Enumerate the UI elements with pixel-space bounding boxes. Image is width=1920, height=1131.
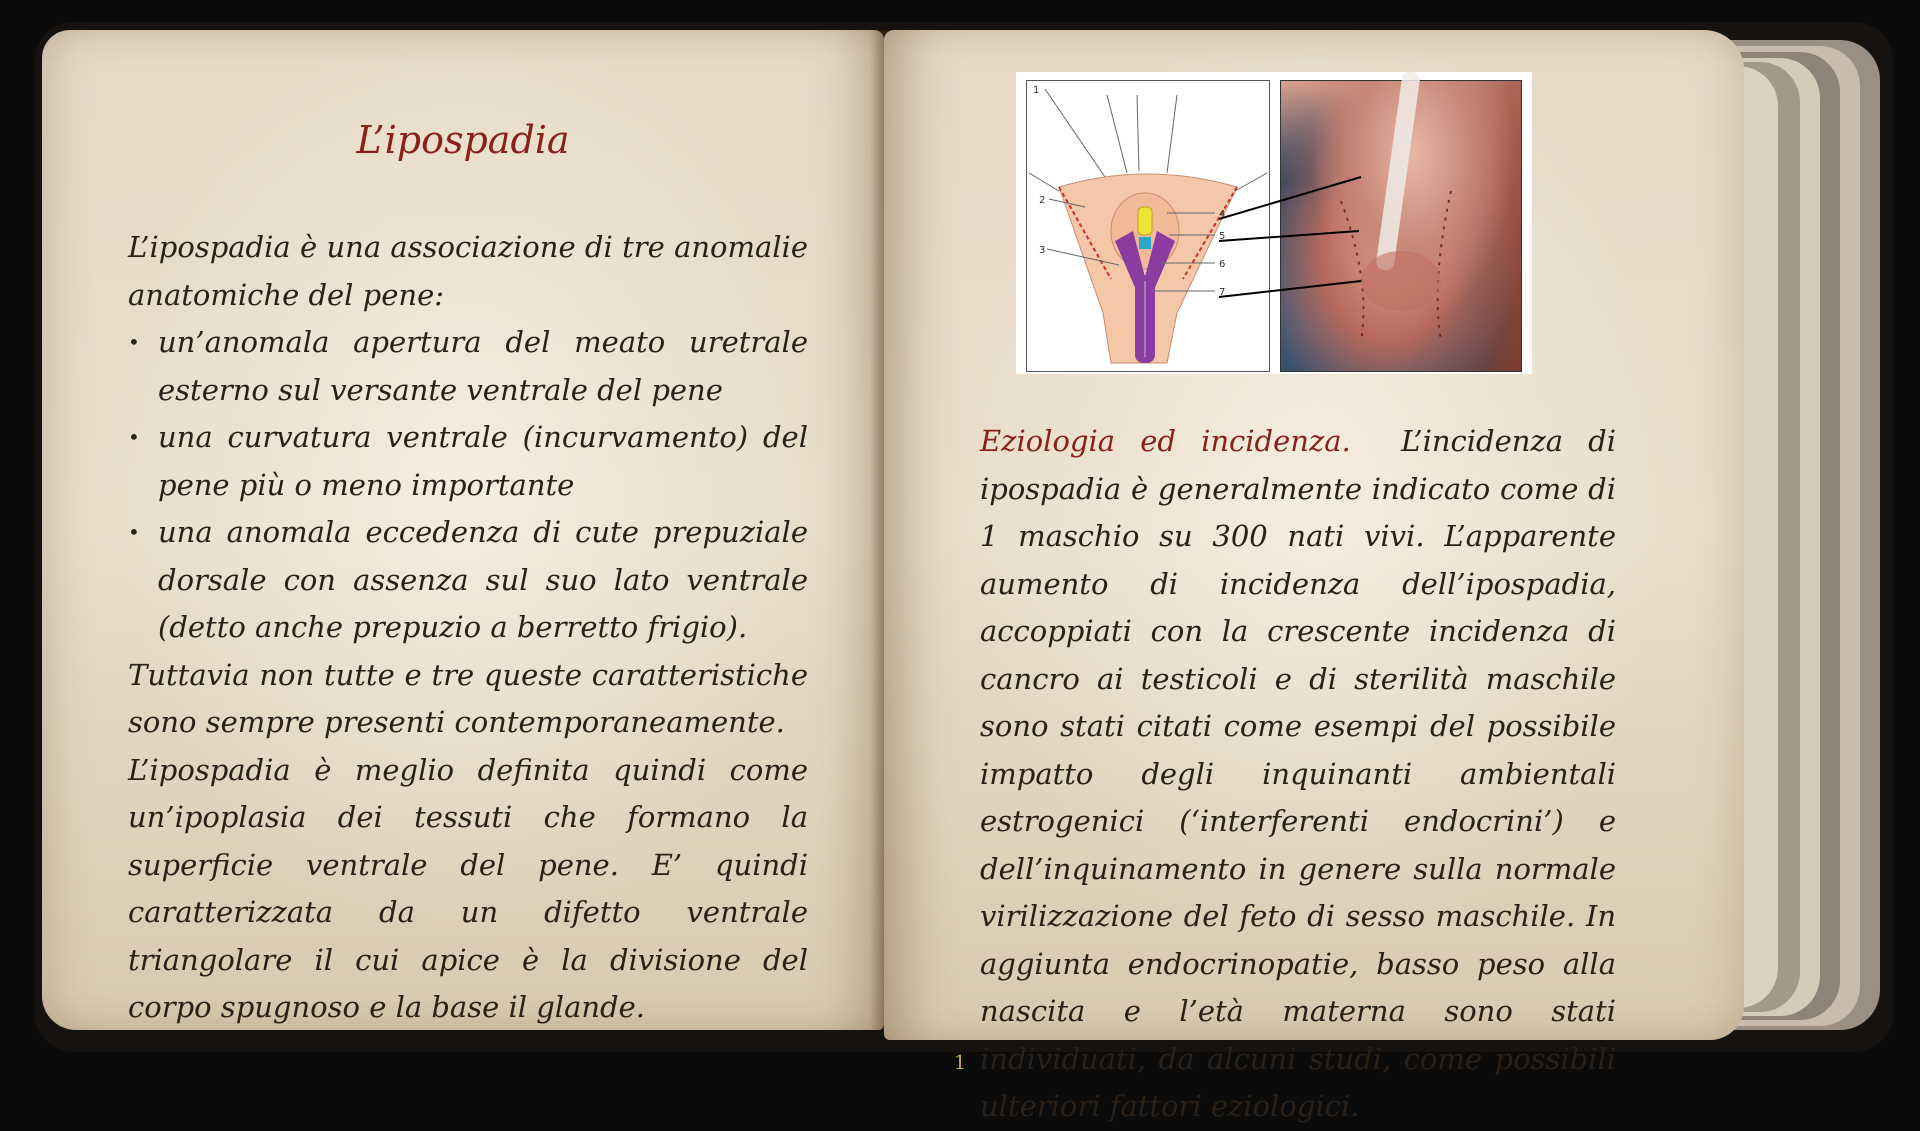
paragraph-2: Tuttavia non tutte e tre queste caratteristiche sono sempre presenti contemporaneamente. <box>128 657 808 739</box>
list-item <box>128 414 808 509</box>
left-page-body <box>128 224 808 1032</box>
intro-paragraph: L’ipospadia è una associazione di tre anomalie anatomiche del pene: <box>128 230 808 312</box>
anomaly-list <box>128 319 808 652</box>
list-item-text: una anomala eccedenza di cute prepuziale dorsale con assenza sul suo lato ventrale (detto anche prepuzio a berretto frigio). <box>158 515 808 644</box>
list-item <box>128 319 808 414</box>
diagram-svg <box>1027 81 1269 371</box>
diagram-label: 3 <box>1039 245 1046 256</box>
diagram-label: 5 <box>1219 231 1226 242</box>
surgical-photo <box>1280 80 1522 372</box>
left-page <box>42 30 884 1030</box>
page-number: 1 <box>953 1050 967 1074</box>
bullet-icon: • <box>128 425 140 449</box>
list-item-text: un’anomala apertura del meato uretrale esterno sul versante ventrale del pene <box>158 325 808 407</box>
photo-svg <box>1281 81 1521 371</box>
diagram-label: 7 <box>1219 287 1226 298</box>
diagram-label: 2 <box>1039 195 1046 206</box>
etiology-paragraph <box>980 418 1616 1131</box>
diagram-label: 1 <box>1033 85 1040 96</box>
right-page <box>884 30 1744 1123</box>
right-page-body <box>980 418 1616 1131</box>
page-title: L’ipospadia <box>356 118 570 162</box>
bullet-icon: • <box>128 520 140 544</box>
list-item-text: una curvatura ventrale (incurvamento) del pene più o meno importante <box>158 420 808 502</box>
anatomy-figure <box>1016 72 1532 374</box>
diagram-label: 4 <box>1219 209 1226 220</box>
section-heading: Eziologia ed incidenza. <box>980 424 1351 458</box>
list-item <box>128 509 808 652</box>
paragraph-3: L’ipospadia è meglio definita quindi come un’ipoplasia dei tessuti che formano la superficie ventrale del pene. E’ quindi caratterizzata da un difetto ventrale triangolare il cui apice è la divisione del corpo spugnoso e la base il glande. <box>128 752 808 1024</box>
bullet-icon: • <box>128 330 140 354</box>
hypospadias-diagram <box>1026 80 1270 372</box>
section-text: L’incidenza di ipospadia è generalmente indicato come di 1 maschio su 300 nati vivi. L’apparente aumento di incidenza dell’ipospadia, accoppiati con la crescente incidenza di cancro ai testicoli e di sterilità maschile sono stati citati come esempi del possibile impatto degli inquinanti ambientali estrogenici (‘interferenti endocrini’) e dell’inquinamento in genere sulla normale virilizzazione del feto di sesso maschile. In aggiunta endocrinopatie, basso peso alla nascita e l’età materna sono stati individuati, da alcuni studi, come possibili ulteriori fattori eziologici. <box>980 424 1616 1123</box>
diagram-label: 6 <box>1219 259 1226 270</box>
